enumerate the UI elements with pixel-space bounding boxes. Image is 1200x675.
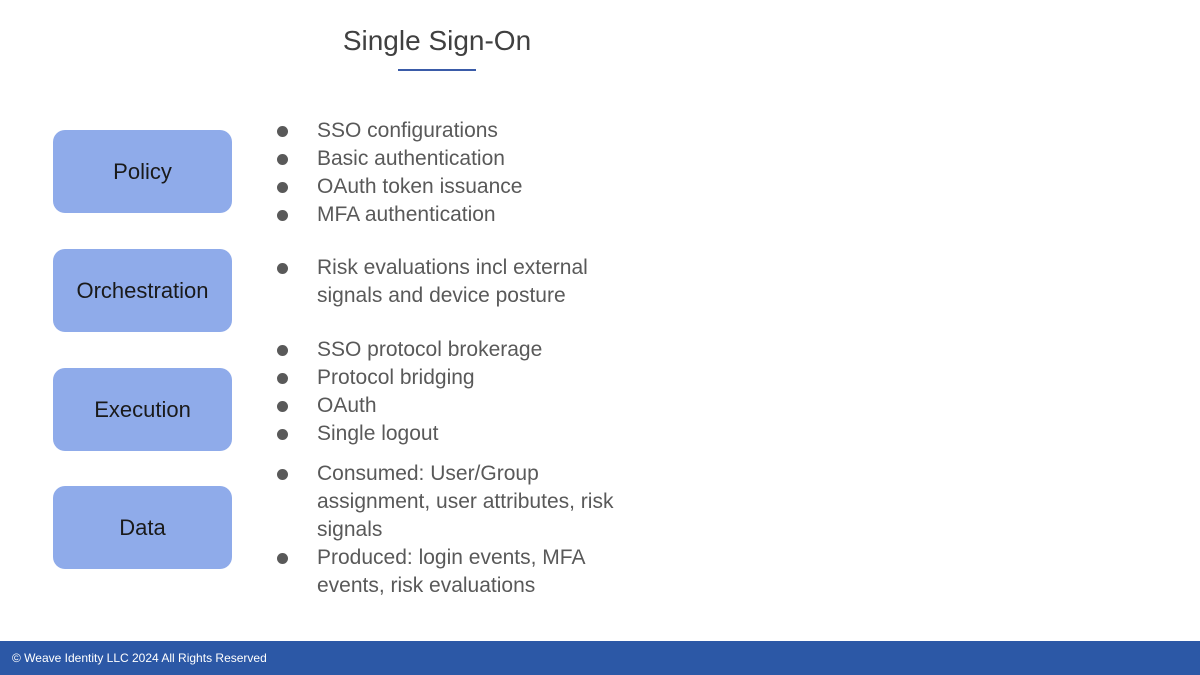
bullet-text: Consumed: User/Group assignment, user attributes, risk signals xyxy=(317,462,614,541)
bullet-text: MFA authentication xyxy=(317,203,496,226)
bullet-icon xyxy=(277,429,288,440)
bullet-list-execution xyxy=(276,336,636,448)
bullet-icon xyxy=(277,373,288,384)
bullet-icon xyxy=(277,154,288,165)
stage-box-orchestration: Orchestration xyxy=(53,249,232,332)
bullet-text: OAuth token issuance xyxy=(317,175,523,198)
bullet-icon xyxy=(277,345,288,356)
bullet-icon xyxy=(277,469,288,480)
bullet-list-data xyxy=(276,460,636,600)
slide-title: Single Sign-On xyxy=(342,25,532,56)
list-item xyxy=(276,201,636,229)
bullet-text: OAuth xyxy=(317,394,377,417)
copyright-text: © Weave Identity LLC 2024 All Rights Reserved xyxy=(12,651,267,665)
list-item xyxy=(276,420,636,448)
stage-box-policy: Policy xyxy=(53,130,232,213)
bullet-text: Produced: login events, MFA events, risk evaluations xyxy=(317,546,585,597)
bullet-icon xyxy=(277,401,288,412)
list-item xyxy=(276,460,636,544)
list-item xyxy=(276,173,636,201)
bullet-list-orchestration xyxy=(276,254,636,310)
bullet-icon xyxy=(277,210,288,221)
bullet-text: Basic authentication xyxy=(317,147,505,170)
list-item xyxy=(276,364,636,392)
title-underline xyxy=(398,69,476,71)
bullet-text: SSO protocol brokerage xyxy=(317,338,543,361)
footer-bar xyxy=(0,641,1200,675)
bullet-text: Risk evaluations incl external signals and device posture xyxy=(317,256,588,307)
list-item xyxy=(276,117,636,145)
bullet-icon xyxy=(277,126,288,137)
bullet-icon xyxy=(277,553,288,564)
list-item xyxy=(276,544,636,600)
bullet-icon xyxy=(277,182,288,193)
bullet-text: Protocol bridging xyxy=(317,366,475,389)
bullet-list-policy xyxy=(276,117,636,229)
list-item xyxy=(276,336,636,364)
list-item xyxy=(276,145,636,173)
bullet-icon xyxy=(277,263,288,274)
list-item xyxy=(276,392,636,420)
stage-box-data: Data xyxy=(53,486,232,569)
list-item xyxy=(276,254,636,310)
bullet-text: SSO configurations xyxy=(317,119,498,142)
stage-box-execution: Execution xyxy=(53,368,232,451)
bullet-text: Single logout xyxy=(317,422,439,445)
